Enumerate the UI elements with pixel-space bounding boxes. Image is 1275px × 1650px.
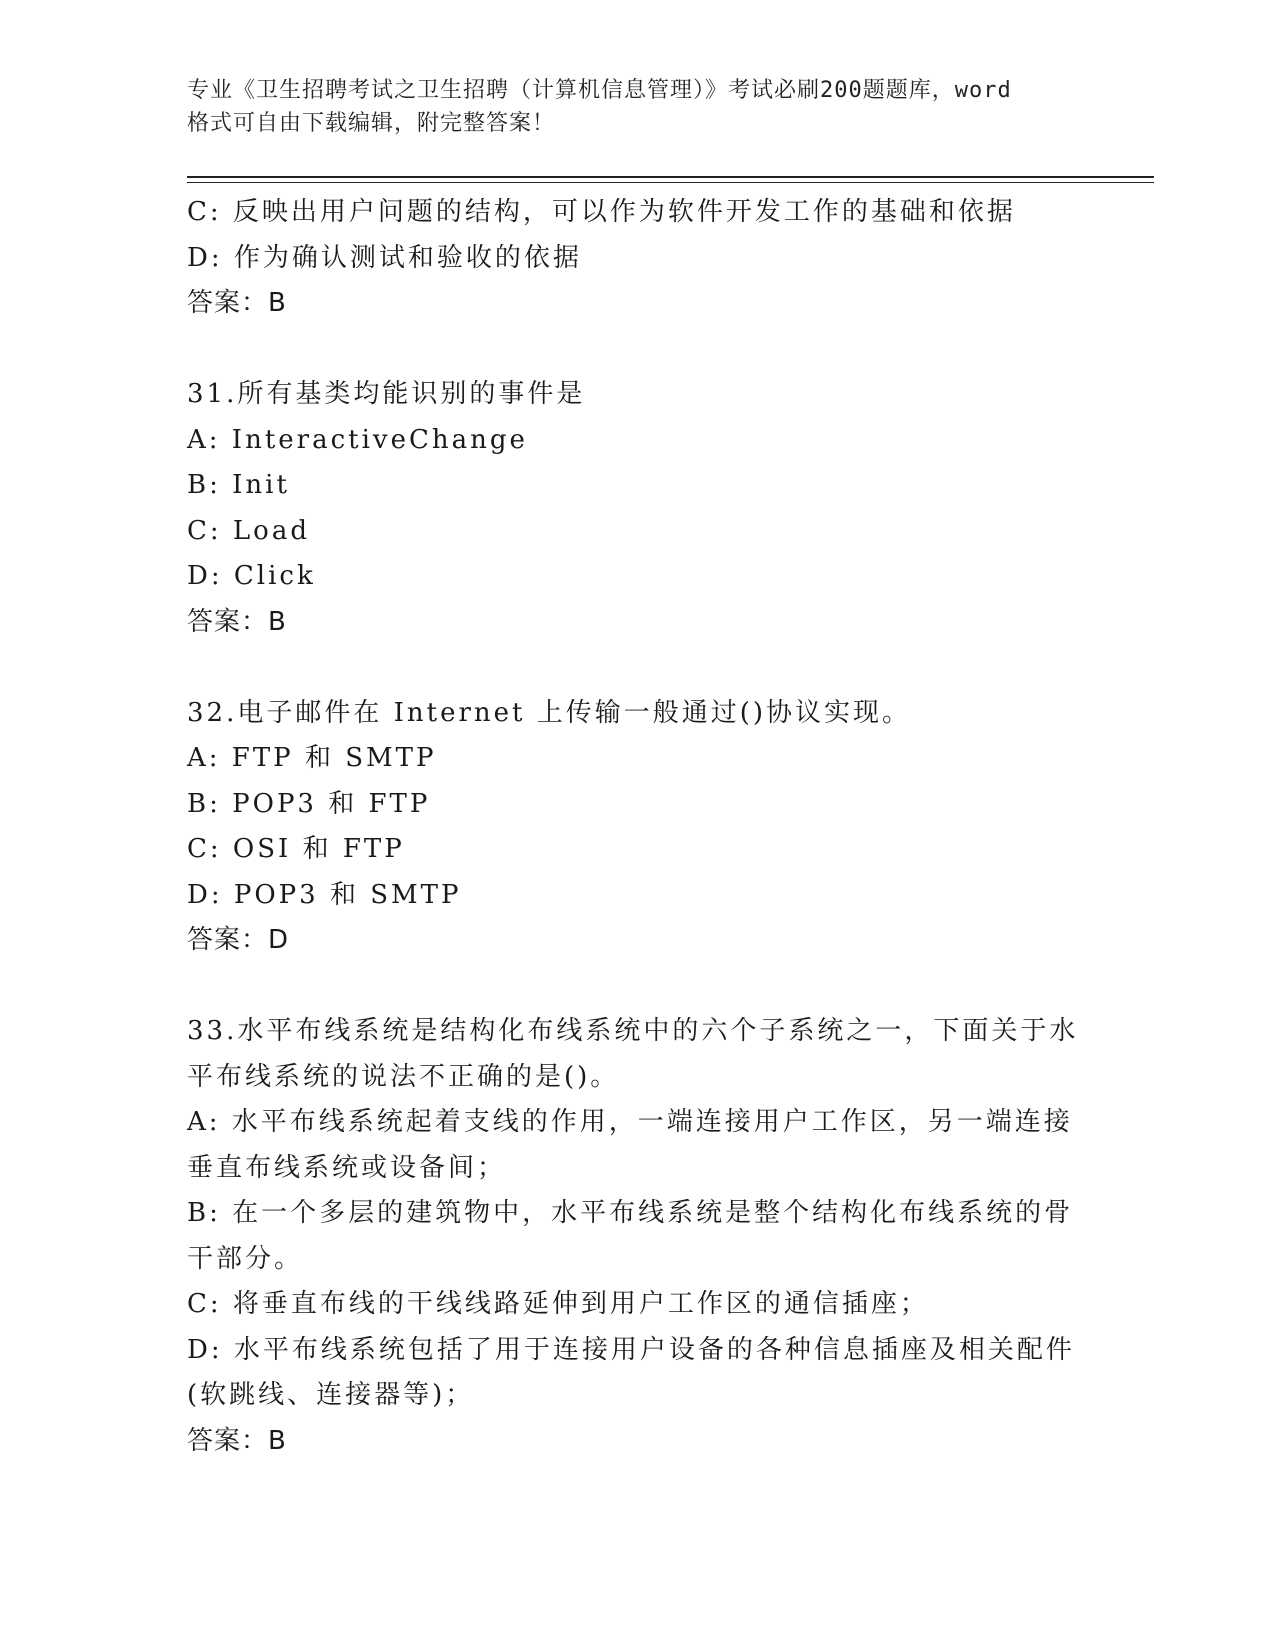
answer-line: 答案：D xyxy=(187,925,290,955)
header-divider-thin xyxy=(187,182,1154,183)
option-a-continued: 垂直布线系统或设备间； xyxy=(187,1152,507,1183)
option-d: D: 水平布线系统包括了用于连接用户设备的各种信息插座及相关配件 xyxy=(187,1334,1075,1365)
answer-line: 答案：B xyxy=(187,1425,287,1456)
header-line-1: 专业《卫生招聘考试之卫生招聘（计算机信息管理）》考试必刷200题题库，word xyxy=(187,78,1012,103)
option-d-continued: (软跳线、连接器等)； xyxy=(187,1380,475,1410)
option-d: D: POP3 和 SMTP xyxy=(187,879,462,910)
prev-question-block xyxy=(187,190,1087,327)
option-c: C: 将垂直布线的干线线路延伸到用户工作区的通信插座； xyxy=(187,1289,929,1319)
document-header xyxy=(187,74,1087,140)
answer-line: 答案：B xyxy=(187,606,287,637)
spacer xyxy=(187,645,1087,691)
question-31 xyxy=(187,372,1087,645)
option-c: C: Load xyxy=(187,515,310,546)
option-a: A: FTP 和 SMTP xyxy=(187,743,437,773)
spacer xyxy=(187,964,1087,1010)
option-c: C: 反映出用户问题的结构，可以作为软件开发工作的基础和依据 xyxy=(187,197,1016,227)
question-stem-continued: 平布线系统的说法不正确的是()。 xyxy=(187,1061,620,1092)
option-b: B: POP3 和 FTP xyxy=(187,788,431,819)
header-line-2: 格式可自由下载编辑，附完整答案！ xyxy=(187,111,556,136)
question-stem: 33.水平布线系统是结构化布线系统中的六个子系统之一，下面关于水 xyxy=(187,1016,1079,1046)
question-33 xyxy=(187,1009,1087,1464)
option-a: A: InteractiveChange xyxy=(187,424,528,455)
answer-line: 答案：B xyxy=(187,288,287,318)
option-b-continued: 干部分。 xyxy=(187,1243,304,1274)
question-content xyxy=(187,190,1087,1464)
option-b: B: Init xyxy=(187,470,290,500)
option-a: A: 水平布线系统起着支线的作用，一端连接用户工作区，另一端连接 xyxy=(187,1107,1073,1137)
spacer xyxy=(187,327,1087,373)
option-d: D: 作为确认测试和验收的依据 xyxy=(187,242,582,273)
option-c: C: OSI 和 FTP xyxy=(187,834,405,864)
option-d: D: Click xyxy=(187,561,316,591)
question-stem: 32.电子邮件在 Internet 上传输一般通过()协议实现。 xyxy=(187,697,912,728)
header-divider-thick xyxy=(187,176,1154,178)
option-b: B: 在一个多层的建筑物中，水平布线系统是整个结构化布线系统的骨 xyxy=(187,1198,1074,1228)
question-32 xyxy=(187,691,1087,964)
question-stem: 31.所有基类均能识别的事件是 xyxy=(187,379,586,409)
